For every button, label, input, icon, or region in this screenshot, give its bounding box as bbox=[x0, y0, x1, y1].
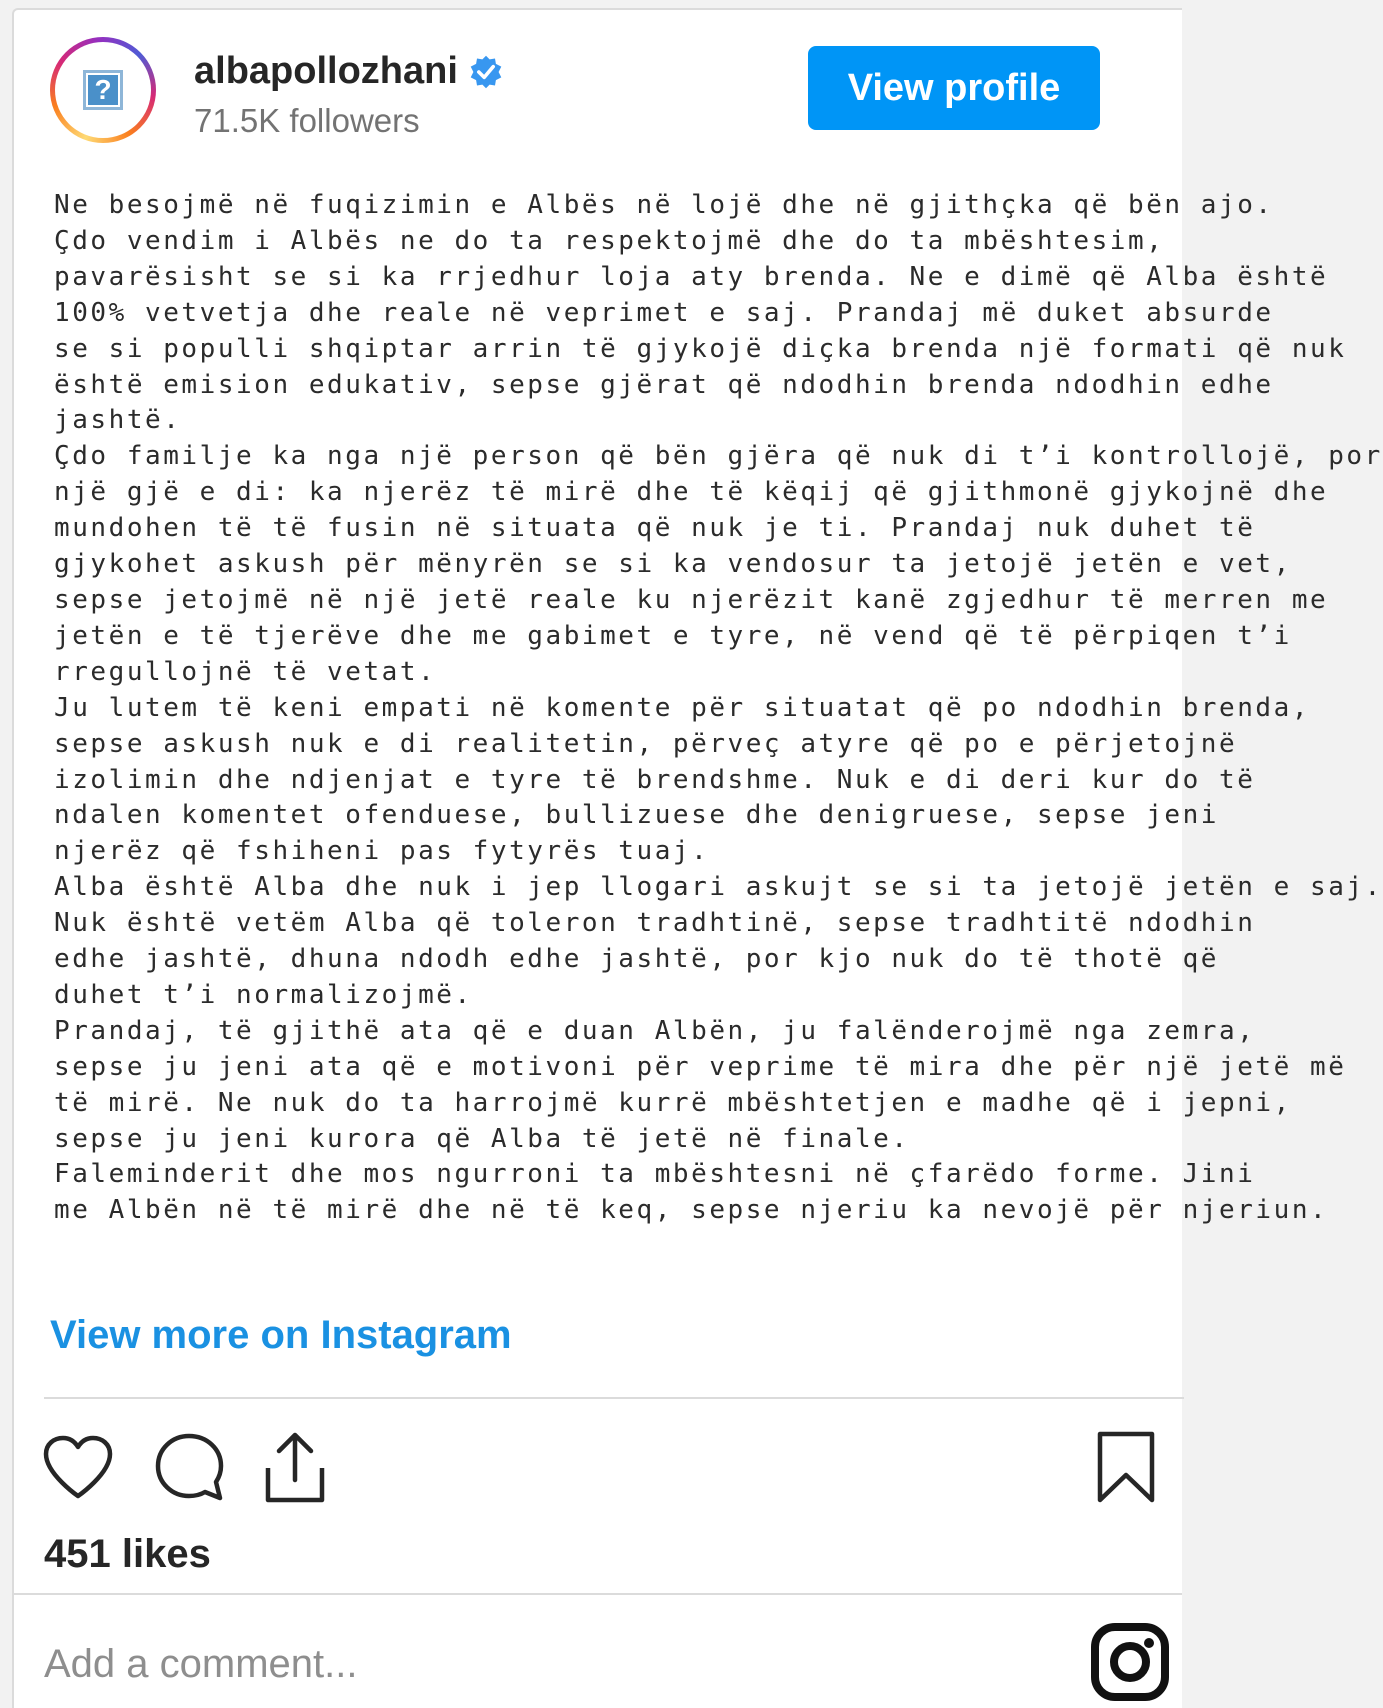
post-text-line: të mirë. Ne nuk do ta harrojmë kurrë mbështetjen e madhe që i jepni, bbox=[54, 1087, 1292, 1118]
post-text-line: me Albën në të mirë dhe në të keq, sepse njeriu ka nevojë për njeriun. bbox=[54, 1195, 1329, 1226]
post-text-line: se si populli shqiptar arrin të gjykojë diçka brenda një formati që nuk bbox=[54, 333, 1347, 364]
post-text-line: sepse jetojmë në një jetë reale ku njerëzit kanë zgjedhur të merren me bbox=[54, 584, 1329, 615]
username-row bbox=[194, 50, 504, 93]
avatar-frame bbox=[55, 42, 151, 138]
post-text-line: Çdo familje ka nga një person që bën gjëra që nuk di t’i kontrollojë, por bbox=[54, 441, 1383, 472]
post-text-line: Çdo vendim i Albës ne do ta respektojmë dhe do ta mbështesim, bbox=[54, 225, 1165, 256]
comment-bubble-icon[interactable] bbox=[154, 1432, 224, 1502]
post-text-line: Ju lutem të keni empati në komente për situatat që po ndodhin brenda, bbox=[54, 692, 1311, 723]
post-text-line: rregullojnë të vetat. bbox=[54, 656, 437, 687]
heart-icon[interactable] bbox=[42, 1434, 114, 1500]
post-text-line: izolimin dhe ndjenjat e tyre të brendshme. Nuk e di deri kur do të bbox=[54, 764, 1256, 795]
post-text-line: një gjë e di: ka njerëz të mirë dhe të këqij që gjithmonë gjykojnë dhe bbox=[54, 477, 1329, 508]
share-icon[interactable] bbox=[262, 1430, 328, 1504]
post-text-line: sepse ju jeni kurora që Alba të jetë në finale. bbox=[54, 1123, 910, 1154]
post-text-line: është emision edukativ, sepse gjërat që ndodhin brenda ndodhin edhe bbox=[54, 369, 1274, 400]
post-text-line: duhet t’i normalizojmë. bbox=[54, 979, 473, 1010]
post-text-line: mundohen të të fusin në situata që nuk je ti. Prandaj nuk duhet të bbox=[54, 513, 1256, 544]
verified-badge-icon bbox=[468, 54, 504, 90]
followers-count: 71.5K followers bbox=[194, 102, 420, 139]
post-image-text bbox=[54, 188, 1383, 1229]
post-text-line: sepse ju jeni ata që e motivoni për veprime të mira dhe për një jetë më bbox=[54, 1051, 1347, 1082]
post-text-line: edhe jashtë, dhuna ndodh edhe jashtë, por kjo nuk do të thotë që bbox=[54, 944, 1220, 975]
post-text-line: ndalen komentet ofenduese, bullizuese dhe denigruese, sepse jeni bbox=[54, 800, 1220, 831]
username-link[interactable]: albapollozhani bbox=[194, 50, 458, 92]
broken-image-icon: ? bbox=[83, 70, 123, 110]
instagram-logo-icon[interactable] bbox=[1090, 1622, 1170, 1702]
post-header bbox=[14, 10, 1182, 150]
view-more-link[interactable]: View more on Instagram bbox=[50, 1313, 512, 1357]
instagram-embed-card bbox=[12, 8, 1383, 1708]
divider bbox=[44, 1397, 1184, 1399]
post-text-line: jetën e të tjerëve dhe me gabimet e tyre, në vend që të përpiqen t’i bbox=[54, 620, 1292, 651]
post-text-line: Faleminderit dhe mos ngurroni ta mbështesni në çfarëdo forme. Jini bbox=[54, 1159, 1256, 1190]
view-profile-button[interactable]: View profile bbox=[808, 46, 1100, 130]
post-text-line: jashtë. bbox=[54, 405, 182, 436]
post-text-line: Ne besojmë në fuqizimin e Albës në lojë dhe në gjithçka që bën ajo. bbox=[54, 190, 1274, 220]
post-text-line: Prandaj, të gjithë ata që e duan Albën, ju falënderojmë nga zemra, bbox=[54, 1015, 1256, 1046]
post-text-line: 100% vetvetja dhe reale në veprimet e saj. Prandaj më duket absurde bbox=[54, 297, 1274, 328]
avatar[interactable] bbox=[50, 37, 156, 143]
bookmark-icon[interactable] bbox=[1094, 1430, 1158, 1504]
post-text-line: Nuk është vetëm Alba që toleron tradhtinë, sepse tradhtitë ndodhin bbox=[54, 908, 1256, 939]
divider bbox=[14, 1593, 1182, 1595]
comment-input[interactable]: Add a comment... bbox=[44, 1642, 358, 1686]
post-text-line: njerëz që fshiheni pas fytyrës tuaj. bbox=[54, 836, 710, 867]
post-text-line: pavarësisht se si ka rrjedhur loja aty brenda. Ne e dimë që Alba është bbox=[54, 261, 1329, 292]
post-text-line: Alba është Alba dhe nuk i jep llogari askujt se si ta jetojë jetën e saj. bbox=[54, 872, 1383, 903]
post-text-line: sepse askush nuk e di realitetin, përveç atyre që po e përjetojnë bbox=[54, 728, 1238, 759]
post-text-line: gjykohet askush për mënyrën se si ka vendosur ta jetojë jetën e vet, bbox=[54, 549, 1292, 580]
likes-count[interactable]: 451 likes bbox=[44, 1532, 211, 1576]
